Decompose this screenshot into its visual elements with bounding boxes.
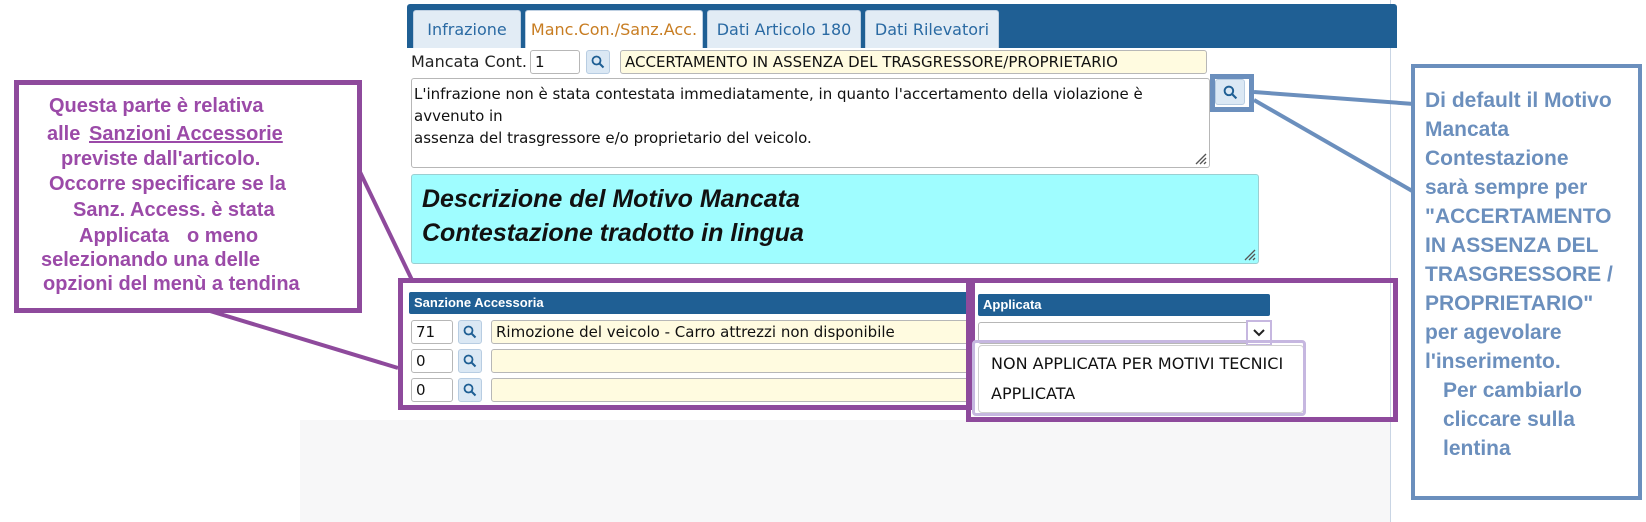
left-annotation-box: [14, 80, 362, 313]
mancata-cont-label: Mancata Cont.: [411, 52, 527, 71]
tab-dati-articolo-180[interactable]: Dati Articolo 180: [707, 10, 861, 48]
annotation-line: alle: [47, 123, 81, 145]
dropdown-option[interactable]: APPLICATA: [991, 384, 1076, 403]
annotation-line: Per cambiarlo: [1443, 379, 1582, 402]
annotation-line: Sanzioni Accessorie: [89, 123, 283, 145]
annotation-line: Questa parte è relativa: [49, 95, 264, 117]
connector-line: [210, 311, 398, 368]
right-annotation-box: [1411, 64, 1642, 500]
annotation-line: Di default il Motivo: [1425, 89, 1612, 112]
annotation-line: o meno: [187, 225, 259, 247]
annotation-line: PROPRIETARIO": [1425, 292, 1594, 315]
annotation-line: Applicata: [79, 225, 170, 247]
annotation-line: Occorre specificare se la: [49, 173, 286, 195]
tab-manc-con-sanz-acc[interactable]: Manc.Con./Sanz.Acc.: [525, 10, 703, 48]
applicata-header: Applicata: [978, 294, 1270, 316]
translated-line: Contestazione tradotto in lingua: [422, 219, 804, 247]
annotation-line: opzioni del menù a tendina: [43, 273, 300, 295]
motivo-line: L'infrazione non è stata contestata immediatamente, in quanto l'accertamento della violazione è avvenuto in: [414, 85, 1143, 125]
sanzione-code-input[interactable]: 0: [411, 378, 453, 402]
annotation-line: lentina: [1443, 437, 1511, 460]
annotation-line: IN ASSENZA DEL: [1425, 234, 1599, 257]
translated-line: Descrizione del Motivo Mancata: [422, 185, 800, 213]
annotation-line: Contestazione: [1425, 147, 1569, 170]
annotation-line: per agevolare: [1425, 321, 1562, 344]
mancata-description: ACCERTAMENTO IN ASSENZA DEL TRASGRESSORE/PROPRIETARIO: [620, 50, 1207, 74]
sanzione-code-input[interactable]: 0: [411, 349, 453, 373]
annotation-line: previste dall'articolo.: [61, 148, 261, 170]
annotation-line: Mancata: [1425, 118, 1510, 141]
connector-line: [1254, 92, 1414, 104]
tab-infrazione[interactable]: Infrazione: [413, 10, 521, 48]
connector-line: [1254, 100, 1414, 192]
annotation-line: sarà sempre per: [1425, 176, 1588, 199]
annotation-line: TRASGRESSORE /: [1425, 263, 1613, 286]
sanzione-description: Rimozione del veicolo - Carro attrezzi non disponibile: [491, 320, 971, 344]
tab-dati-rilevatori[interactable]: Dati Rilevatori: [865, 10, 999, 48]
annotation-line: selezionando una delle: [41, 249, 260, 271]
annotation-line: Sanz. Access. è stata: [73, 199, 275, 221]
motivo-line: assenza del trasgressore e/o proprietario del veicolo.: [414, 129, 812, 147]
dropdown-option[interactable]: NON APPLICATA PER MOTIVI TECNICI: [991, 354, 1284, 373]
annotation-line: l'inserimento.: [1425, 350, 1561, 373]
sanzione-accessoria-header: Sanzione Accessoria: [409, 292, 971, 314]
annotation-line: "ACCERTAMENTO: [1425, 205, 1612, 228]
mancata-code-input[interactable]: 1: [530, 50, 580, 74]
sanzione-code-input[interactable]: 71: [411, 320, 453, 344]
annotation-line: cliccare sulla: [1443, 408, 1575, 431]
connector-line: [360, 172, 412, 280]
